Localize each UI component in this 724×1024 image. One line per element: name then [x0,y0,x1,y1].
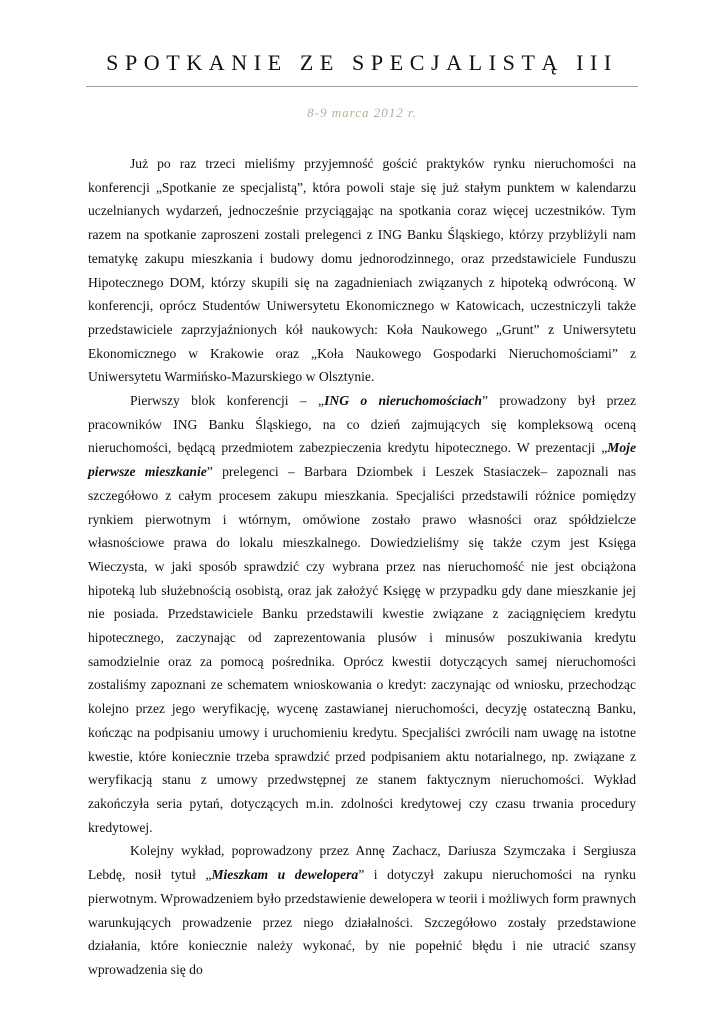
document-title: SPOTKANIE ZE SPECJALISTĄ III [106,50,618,75]
emphasis-mieszkam-u-dewelopera: Mieszkam u dewelopera [211,867,359,883]
text-run: Kolejny wykład, poprowadzony przez Annę Zachacz, Dariusza Szymczaka i Sergiusza Lebdę, nosił tytuł „ [88,843,636,883]
paragraph-second-lecture [88,839,636,981]
paragraph-intro: Już po raz trzeci mieliśmy przyjemność gościć praktyków rynku nieruchomości na konferencji „Spotkanie ze specjalistą”, która powoli staje się już stałym punktem w kalendarzu uczelnianych wydarzeń, jednocześnie przyciągając na spotkania coraz więcej uczestników. Tym razem na spotkanie zaproszeni zostali prelegenci z ING Banku Śląskiego, którzy przybliżyli nam tematykę zakupu mieszkania i budowy domu jednorodzinnego, oraz przedstawiciele Funduszu Hipotecznego DOM, którzy skupili się na zagadnieniach związanych z hipoteką odwróconą. W konferencji, oprócz Studentów Uniwersytetu Ekonomicznego w Katowicach, uczestniczyli także przedstawiciele zaprzyjaźnionych kół naukowych: Koła Naukowego „Grunt” z Uniwersytetu Ekonomicznego w Krakowie oraz „Koła Naukowego Gospodarki Nieruchomościami” z Uniwersytetu Warmińsko-Mazurskiego w Olsztynie. [88,156,636,385]
event-date: 8-9 marca 2012 r. [307,105,417,120]
text-run: ” prowadzony był przez pracowników ING Banku Śląskiego, na co dzień zajmujących się kompleksową oceną nieruchomości, będącą przedmiotem zabezpieczenia kredytu hipotecznego. W prezentacji „ [88,393,637,456]
emphasis-ing-o-nieruchomosciach: ING o nieruchomościach [324,393,482,409]
title-divider [86,86,638,87]
paragraph-first-block [88,389,636,839]
article-body [88,152,636,982]
text-run: ” i dotyczył zakupu nieruchomości na rynku pierwotnym. Wprowadzeniem było przedstawienie dewelopera w teorii i możliwych form prawnych warunkujących prowadzenie przez niego działalności. Szczegółowo zostały przedstawione działania, które koniecznie należy wykonać, by nie popełnić błędu i nie utracić szansy wprowadzenia się do [88,867,636,977]
text-run: Pierwszy blok konferencji – „ [130,393,325,409]
emphasis-moje-pierwsze-mieszkanie: Moje pierwsze mieszkanie [88,440,636,480]
text-run: ” prelegenci – Barbara Dziombek i Leszek Stasiaczek– zapoznali nas szczegółowo z całym procesem zakupu mieszkania. Specjaliści przedstawili różnice pomiędzy rynkiem pierwotnym i wtórnym, omówione zostało prawo własności oraz spółdzielcze własnościowe prawa do lokalu mieszkalnego. Dowiedzieliśmy się także czym jest Księga Wieczysta, w jaki sposób sprawdzić czy wybrana przez nas nieruchomość nie jest obciążona hipoteką lub służebnością osobistą, oraz jak założyć Księgę w przypadku gdy dane mieszkanie jej nie posiada. Przedstawiciele Banku przedstawili kwestie związane z zaciągnięciem kredytu hipotecznego, zaczynając od zaprezentowania plusów i minusów poszukiwania kredytu samodzielnie oraz za pomocą pośrednika. Oprócz kwestii dotyczących samej nieruchomości zostaliśmy zapoznani ze schematem wnioskowania o kredyt: zaczynając od wniosku, przechodząc kolejno przez jego weryfikację, wycenę zastawianej nieruchomości, decyzję ostateczną Banku, kończąc na podpisaniu umowy i uruchomieniu kredytu. Specjaliści zwrócili nam uwagę na istotne kwestie, które koniecznie trzeba sprawdzić przed podpisaniem aktu notarialnego, np. związane z weryfikacją stanu z umowy przedwstępnej ze stanem faktycznym nieruchomości. Wykład zakończyła seria pytań, dotyczących m.in. zdolności kredytowej czy czasu trwania procedury kredytowej. [88,464,636,835]
